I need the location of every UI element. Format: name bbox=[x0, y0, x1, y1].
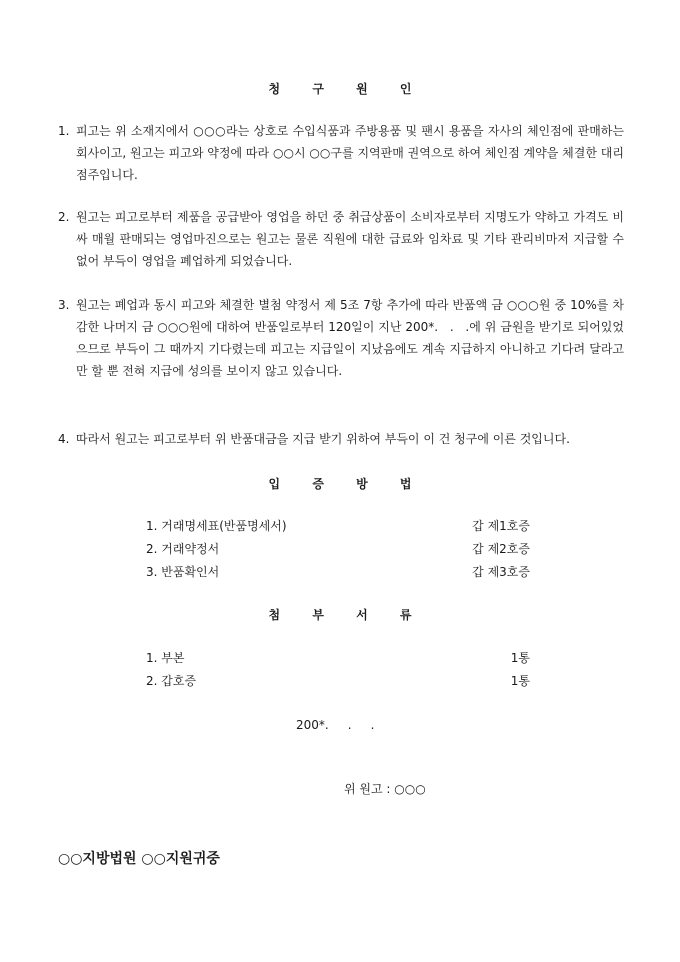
court-addressee: ○○지방법원 ○○지원귀중 bbox=[58, 851, 220, 867]
attachment-item bbox=[146, 671, 530, 691]
attachment-item-count: 1통 bbox=[510, 674, 530, 688]
paragraph-text: 원고는 피고로부터 제품을 공급받아 영업을 하던 중 취급상품이 소비자로부터 지명도가 약하고 가격도 비싸 매월 판매되는 영업마진으로는 원고는 물론 직원에 대한 급료와 임차료 및 기타 관리비마저 지급할 수 없어 부득이 영업을 폐업하게 되었습니다. bbox=[76, 210, 624, 268]
evidence-title: 입 증 방 법 bbox=[268, 477, 426, 491]
paragraph-text: 피고는 위 소재지에서 ○○○라는 상호로 수입식품과 주방용품 및 팬시 용품을 자사의 체인점에 판매하는 회사이고, 원고는 피고와 약정에 따라 ○○시 ○○구를 지역판매 권역으로 하여 체인점 계약을 체결한 대리점주입니다. bbox=[76, 124, 624, 182]
evidence-item-ref: 갑 제1호증 bbox=[472, 519, 530, 533]
claim-paragraph-1 bbox=[58, 120, 624, 186]
evidence-item-ref: 갑 제3호증 bbox=[472, 565, 530, 579]
filing-date: 200*. . . bbox=[296, 718, 375, 732]
claim-cause-title: 청 구 원 인 bbox=[268, 82, 426, 96]
claim-paragraph-3 bbox=[58, 294, 624, 382]
evidence-item bbox=[146, 539, 530, 559]
claim-paragraph-4 bbox=[58, 428, 624, 450]
evidence-item bbox=[146, 562, 530, 582]
evidence-item bbox=[146, 516, 530, 536]
evidence-item-label: 1. 거래명세표(반품명세서) bbox=[146, 519, 287, 533]
attachment-item bbox=[146, 648, 530, 668]
attachment-item-label: 1. 부본 bbox=[146, 651, 185, 665]
paragraph-text: 따라서 원고는 피고로부터 위 반품대금을 지급 받기 위하여 부득이 이 건 청구에 이른 것입니다. bbox=[76, 432, 570, 446]
paragraph-number: 1. bbox=[58, 124, 70, 138]
evidence-item-label: 2. 거래약정서 bbox=[146, 542, 220, 556]
evidence-item-ref: 갑 제2호증 bbox=[472, 542, 530, 556]
paragraph-number: 3. bbox=[58, 298, 70, 312]
paragraph-text: 원고는 폐업과 동시 피고와 체결한 별첨 약정서 제 5조 7항 추가에 따라 반품액 금 ○○○원 중 10%를 차감한 나머지 금 ○○○원에 대하여 반품일로부터 120일이 지난 200*. . .에 위 금원을 받기로 되어있었으므로 부득이 그 때까지 기다렸는데 피고는 지급일이 지났음에도 계속 지급하지 아니하고 기다려 달라고만 할 뿐 전혀 지급에 성의를 보이지 않고 있습니다. bbox=[76, 298, 624, 378]
attachments-title: 첨 부 서 류 bbox=[268, 608, 426, 622]
attachment-item-count: 1통 bbox=[510, 651, 530, 665]
plaintiff-signature: 위 원고 : ○○○ bbox=[344, 782, 426, 796]
paragraph-number: 2. bbox=[58, 210, 70, 224]
evidence-item-label: 3. 반품확인서 bbox=[146, 565, 220, 579]
claim-paragraph-2 bbox=[58, 206, 624, 272]
paragraph-number: 4. bbox=[58, 432, 70, 446]
attachment-item-label: 2. 갑호증 bbox=[146, 674, 197, 688]
